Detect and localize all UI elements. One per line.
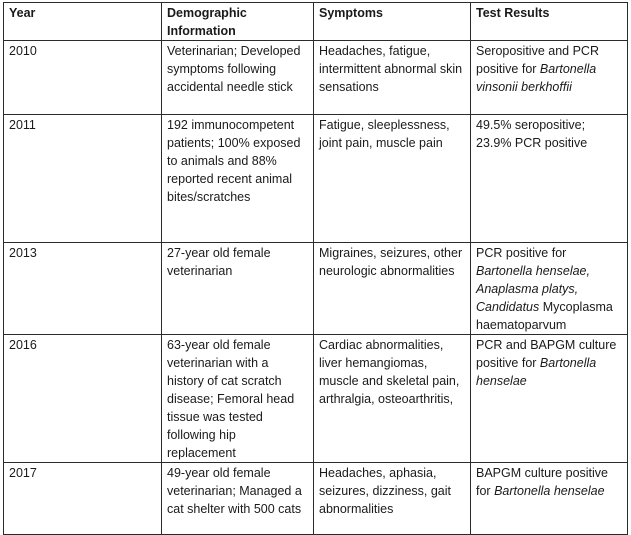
cell-test-results [471,463,628,535]
cell-test-results [471,115,628,243]
cell-demographic: 27-year old female veterinarian [162,243,314,335]
cell-test-results [471,335,628,463]
cell-year: 2016 [4,335,162,463]
case-table [3,2,628,535]
result-text: PCR positive for [476,246,567,260]
cell-demographic: Veterinarian; Developed symptoms following accidental needle stick [162,41,314,115]
cell-demographic: 63-year old female veterinarian with a history of cat scratch disease; Femoral head tissue was tested following hip replacement [162,335,314,463]
result-text-tail: Mycoplasma haematoparvum [476,300,613,332]
header-symptoms: Symptoms [314,3,471,41]
cell-symptoms: Headaches, fatigue, intermittent abnormal skin sensations [314,41,471,115]
cell-year: 2010 [4,41,162,115]
cell-year: 2017 [4,463,162,535]
header-year: Year [4,3,162,41]
cell-demographic: 192 immunocompetent patients; 100% exposed to animals and 88% reported recent animal bites/scratches [162,115,314,243]
table-row [4,335,628,463]
cell-test-results [471,243,628,335]
result-text: BAPGM culture positive for [476,466,608,498]
cell-symptoms: Migraines, seizures, other neurologic abnormalities [314,243,471,335]
header-test-results: Test Results [471,3,628,41]
cell-symptoms: Headaches, aphasia, seizures, dizziness, gait abnormalities [314,463,471,535]
table-header-row [4,3,628,41]
table-row [4,243,628,335]
table-row [4,463,628,535]
result-organism: Bartonella henselae [494,484,605,498]
cell-year: 2013 [4,243,162,335]
cell-test-results [471,41,628,115]
result-organism: Bartonella vinsonii berkhoffii [476,62,597,94]
header-demographic: Demographic Information [162,3,314,41]
result-organism: Bartonella henselae [476,356,597,388]
result-text: Seropositive and PCR positive for [476,44,599,76]
result-text: PCR and BAPGM culture positive for [476,338,617,370]
table-row [4,41,628,115]
cell-symptoms: Fatigue, sleeplessness, joint pain, muscle pain [314,115,471,243]
result-organism: Bartonella henselae, Anaplasma platys, Candidatus [476,264,590,314]
cell-year: 2011 [4,115,162,243]
result-text: 49.5% seropositive; 23.9% PCR positive [476,118,588,150]
table-row [4,115,628,243]
cell-demographic: 49-year old female veterinarian; Managed a cat shelter with 500 cats [162,463,314,535]
cell-symptoms: Cardiac abnormalities, liver hemangiomas, muscle and skeletal pain, arthralgia, osteoarthritis, [314,335,471,463]
